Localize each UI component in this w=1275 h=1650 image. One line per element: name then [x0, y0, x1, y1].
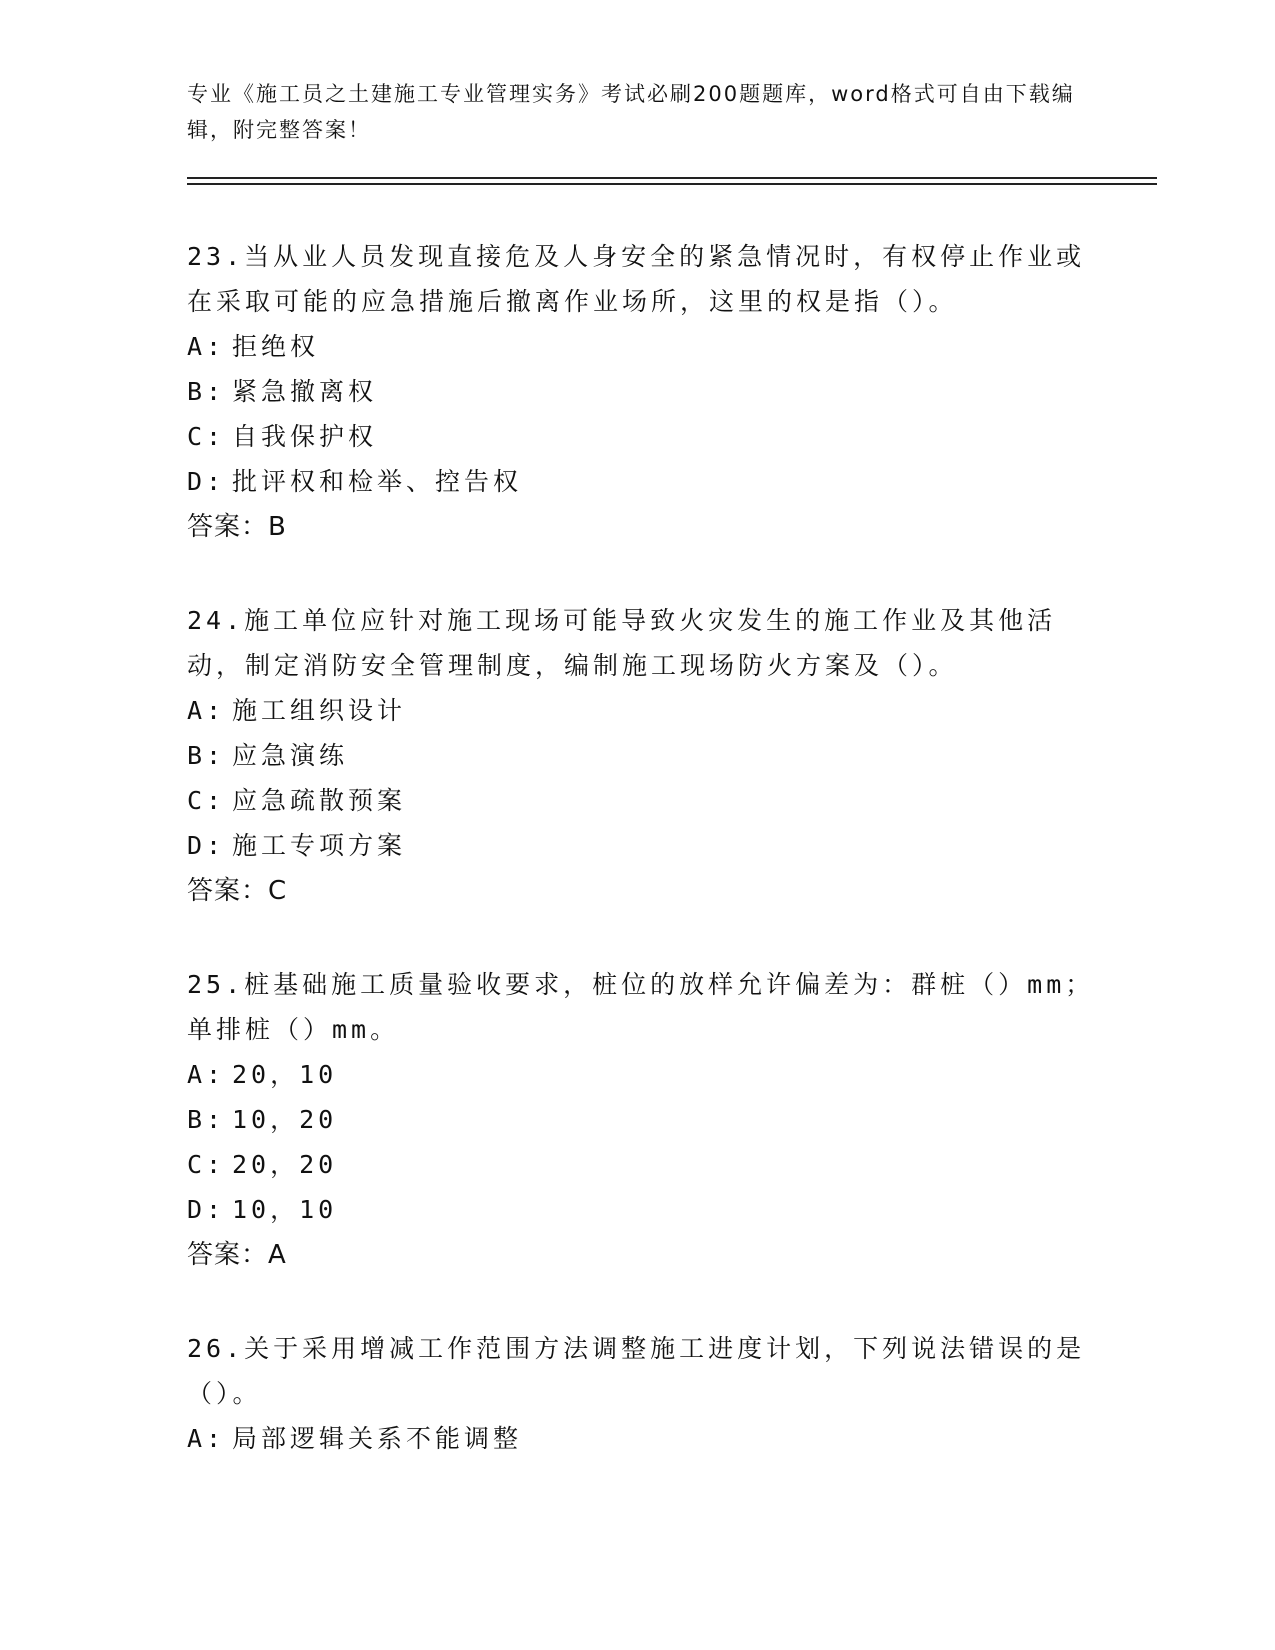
option-text: 批评权和检举、控告权 — [232, 467, 523, 496]
option-letter: C: — [187, 786, 226, 815]
option-text: 局部逻辑关系不能调整 — [232, 1424, 523, 1453]
option-a — [187, 1052, 1097, 1097]
option-text: 自我保护权 — [232, 422, 378, 451]
option-text: 应急疏散预案 — [232, 786, 407, 815]
question-stem: 23.当从业人员发现直接危及人身安全的紧急情况时，有权停止作业或在采取可能的应急措施后撤离作业场所，这里的权是指（）。 — [187, 242, 1086, 316]
option-a — [187, 324, 1097, 369]
question-stem: 24.施工单位应针对施工现场可能导致火灾发生的施工作业及其他活动，制定消防安全管理制度，编制施工现场防火方案及（）。 — [187, 606, 1057, 680]
option-text: 10，10 — [232, 1195, 338, 1224]
option-c — [187, 1142, 1097, 1187]
option-letter: B: — [187, 741, 226, 770]
option-text: 10，20 — [232, 1105, 338, 1134]
option-text: 20，10 — [232, 1060, 338, 1089]
option-letter: A: — [187, 1060, 226, 1089]
option-letter: D: — [187, 467, 226, 496]
option-letter: C: — [187, 1150, 226, 1179]
option-c — [187, 414, 1097, 459]
option-letter: C: — [187, 422, 226, 451]
option-c — [187, 778, 1097, 823]
option-letter: B: — [187, 1105, 226, 1134]
option-b — [187, 1097, 1097, 1142]
option-letter: A: — [187, 1424, 226, 1453]
question-26 — [187, 1326, 1097, 1461]
question-stem: 25.桩基础施工质量验收要求，桩位的放样允许偏差为：群桩（）mm；单排桩（）mm。 — [187, 970, 1095, 1044]
question-23 — [187, 234, 1097, 550]
header-divider-top — [187, 177, 1157, 179]
option-b — [187, 733, 1097, 778]
question-stem: 26.关于采用增减工作范围方法调整施工进度计划，下列说法错误的是（）。 — [187, 1334, 1086, 1408]
option-letter: D: — [187, 831, 226, 860]
option-text: 应急演练 — [232, 741, 349, 770]
answer-line: 答案：B — [187, 512, 287, 542]
answer-line: 答案：A — [187, 1240, 287, 1270]
option-d — [187, 459, 1097, 504]
option-letter: D: — [187, 1195, 226, 1224]
option-text: 紧急撤离权 — [232, 377, 378, 406]
option-a — [187, 688, 1097, 733]
option-letter: A: — [187, 332, 226, 361]
answer-line: 答案：C — [187, 876, 288, 906]
option-letter: B: — [187, 377, 226, 406]
question-24 — [187, 598, 1097, 914]
option-a — [187, 1416, 1097, 1461]
question-25 — [187, 962, 1097, 1278]
option-text: 20，20 — [232, 1150, 338, 1179]
document-header: 专业《施工员之土建施工专业管理实务》考试必刷200题题库，word格式可自由下载编辑，附完整答案！ — [187, 82, 1075, 142]
option-letter: A: — [187, 696, 226, 725]
option-text: 施工专项方案 — [232, 831, 407, 860]
option-text: 施工组织设计 — [232, 696, 407, 725]
header-divider-bottom — [187, 183, 1157, 185]
option-b — [187, 369, 1097, 414]
option-d — [187, 823, 1097, 868]
option-d — [187, 1187, 1097, 1232]
option-text: 拒绝权 — [232, 332, 320, 361]
